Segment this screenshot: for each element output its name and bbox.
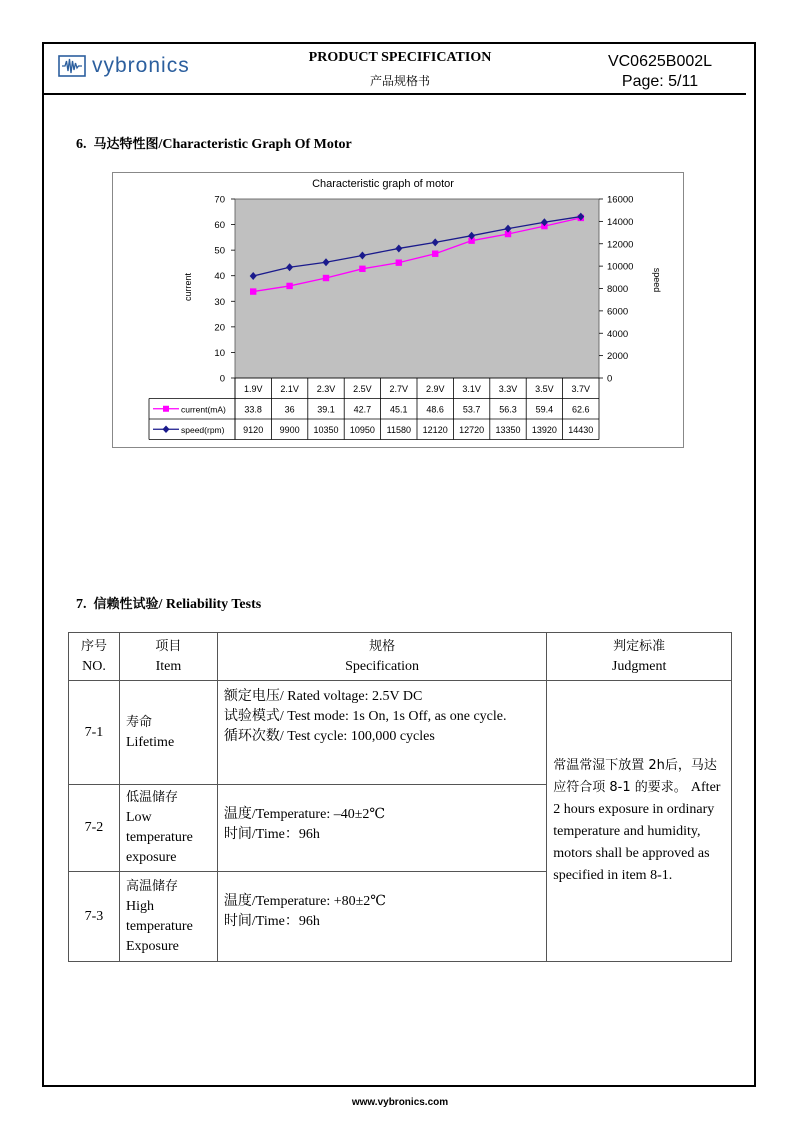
y-tick-label-left: 10 (214, 347, 225, 359)
header-title: PRODUCT SPECIFICATION (308, 50, 492, 65)
reliability-table (68, 632, 732, 962)
data-label: 9900 (279, 424, 300, 435)
row-spec: 温度/Temperature: –40±2℃ 时间/Time：96h (217, 785, 546, 872)
doc-code: VC0625B002L (607, 53, 713, 70)
data-point (250, 288, 256, 294)
row-no: 7-2 (69, 785, 120, 872)
section-6-title-cn: 马达特性图 (93, 137, 159, 152)
table-header-row (69, 633, 732, 681)
x-tick-label: 2.1V (280, 384, 299, 394)
data-label: 13920 (531, 424, 557, 435)
y-axis-label-left: current (183, 272, 193, 302)
y-tick-label-right: 16000 (607, 194, 634, 206)
y-tick-label-right: 6000 (607, 306, 629, 318)
chart-title: Characteristic graph of motor (312, 178, 454, 190)
x-tick-label: 2.7V (389, 384, 409, 394)
company-logo (58, 54, 190, 78)
y-tick-label-right: 10000 (607, 261, 634, 273)
legend-marker (163, 406, 169, 412)
section-7-number: 7. (76, 597, 87, 612)
data-label: 48.6 (426, 404, 444, 415)
data-label: 53.7 (462, 404, 481, 415)
header-spec: 规格 Specification (217, 633, 546, 681)
data-label: 36 (284, 404, 295, 415)
data-point (432, 251, 438, 257)
header-no: 序号 NO. (69, 633, 120, 681)
header-judgment: 判定标准 Judgment (547, 633, 732, 681)
data-label: 12720 (459, 424, 485, 435)
section-7-title-en: / Reliability Tests (158, 597, 262, 612)
data-label: 13350 (495, 424, 521, 435)
data-point (323, 275, 329, 281)
data-label: 11580 (386, 424, 411, 435)
x-tick-label: 1.9V (243, 384, 263, 394)
data-point (286, 283, 292, 289)
y-tick-label-left: 20 (214, 322, 225, 334)
header-divider (44, 93, 746, 95)
x-tick-label: 2.9V (425, 384, 445, 394)
data-label: 12120 (422, 424, 448, 435)
header-item: 项目 Item (119, 633, 217, 681)
row-item: 寿命 Lifetime (119, 681, 217, 785)
row-no: 7-3 (69, 872, 120, 962)
footer-url: www.vybronics.com (351, 1097, 449, 1108)
section-7-title-cn: 信赖性试验 (93, 597, 159, 612)
table-row (69, 681, 732, 785)
y-tick-label-right: 4000 (607, 328, 629, 340)
data-label: 39.1 (317, 404, 335, 415)
legend-label: speed(rpm) (181, 424, 225, 435)
data-label: 45.1 (390, 404, 408, 415)
y-axis-label-right: speed (652, 267, 662, 293)
row-item: 高温储存 High temperature Exposure (119, 872, 217, 962)
y-tick-label-right: 14000 (607, 216, 634, 228)
legend-marker (163, 425, 170, 433)
y-tick-label-left: 30 (214, 296, 225, 308)
legend-label: current(mA) (181, 404, 226, 415)
data-label: 56.3 (499, 404, 517, 415)
data-label: 9120 (243, 424, 264, 435)
x-tick-label: 3.3V (498, 384, 518, 394)
judgment-cell: 常温常湿下放置 2h后，马达应符合项 8-1 的要求。 After 2 hours exposure in ordinary temperature and humidity, motors shall be approved as specified in item 8-1. (547, 681, 732, 962)
page-number: Page: 5/11 (621, 73, 699, 90)
data-label: 42.7 (353, 404, 372, 415)
y-tick-label-left: 0 (219, 373, 225, 385)
data-label: 10350 (313, 424, 339, 435)
header-doc-info (590, 52, 730, 92)
section-6-title-en: /Characteristic Graph Of Motor (158, 137, 352, 152)
header-title-cn: 产品规格书 (369, 74, 430, 88)
data-label: 14430 (568, 424, 594, 435)
row-spec: 额定电压/ Rated voltage: 2.5V DC 试验模式/ Test mode: 1s On, 1s Off, as one cycle. 循环次数/ Test cycle: 100,000 cycles (217, 681, 546, 785)
section-6-number: 6. (76, 137, 87, 152)
data-label: 62.6 (572, 404, 590, 415)
data-point (396, 259, 402, 265)
data-label: 33.8 (244, 404, 262, 415)
y-tick-label-left: 70 (214, 194, 225, 206)
section-7-heading (76, 593, 261, 613)
logo-text: vybronics (92, 54, 190, 77)
x-tick-label: 2.3V (316, 384, 336, 394)
y-tick-label-right: 0 (607, 373, 613, 385)
waveform-logo-icon (58, 55, 86, 77)
x-tick-label: 3.5V (535, 384, 554, 394)
row-item: 低温储存 Low temperature exposure (119, 785, 217, 872)
row-spec: 温度/Temperature: +80±2℃ 时间/Time：96h (217, 872, 546, 962)
header-title-block (280, 50, 520, 89)
section-6-heading (76, 133, 352, 153)
motor-characteristic-chart (112, 172, 684, 448)
x-tick-label: 3.7V (571, 384, 591, 394)
y-tick-label-right: 2000 (607, 351, 629, 363)
data-point (359, 266, 365, 272)
data-label: 10950 (349, 424, 375, 435)
y-tick-label-left: 40 (214, 271, 225, 283)
y-tick-label-left: 60 (214, 220, 225, 232)
chart-svg (113, 173, 683, 447)
x-tick-label: 3.1V (462, 384, 481, 394)
y-tick-label-left: 50 (214, 245, 225, 257)
x-tick-label: 2.5V (353, 384, 372, 394)
y-tick-label-right: 8000 (607, 284, 629, 295)
y-tick-label-right: 12000 (607, 239, 634, 251)
row-no: 7-1 (69, 681, 120, 785)
data-label: 59.4 (535, 404, 554, 415)
